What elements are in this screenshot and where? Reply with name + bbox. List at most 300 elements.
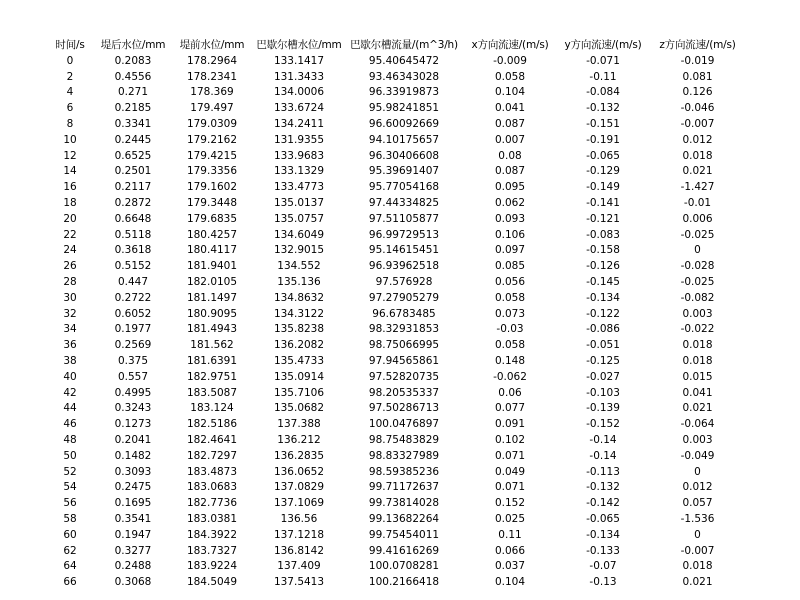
- cell-downstream-level: 0.2445: [114, 133, 152, 146]
- cell-z-velocity: 0.003: [682, 433, 713, 446]
- cell-z-velocity: -0.022: [680, 323, 715, 336]
- table-row: [45, 496, 746, 512]
- cell-y-velocity: -0.191: [586, 133, 620, 146]
- cell-parshall-flow: 98.32931853: [368, 323, 440, 336]
- cell-parshall-level: 136.212: [277, 433, 321, 446]
- cell-y-velocity: -0.086: [586, 323, 620, 336]
- cell-parshall-flow: 96.99729513: [368, 228, 440, 241]
- cell-upstream-level: 180.4117: [186, 244, 238, 257]
- cell-upstream-level: 182.9751: [186, 370, 238, 383]
- table-row: [45, 259, 746, 275]
- header-row: [45, 38, 746, 54]
- cell-upstream-level: 179.4215: [186, 149, 238, 162]
- cell-upstream-level: 179.3448: [186, 196, 238, 209]
- cell-time: 44: [63, 402, 77, 415]
- cell-y-velocity: -0.126: [586, 260, 620, 273]
- cell-parshall-level: 135.0137: [273, 196, 325, 209]
- cell-parshall-flow: 95.14615451: [368, 244, 440, 257]
- cell-parshall-level: 135.7106: [273, 386, 325, 399]
- table-row: [45, 322, 746, 338]
- cell-downstream-level: 0.3618: [114, 244, 152, 257]
- header-y-velocity: y方向流速/(m/s): [564, 39, 642, 51]
- cell-y-velocity: -0.132: [586, 481, 620, 494]
- cell-parshall-flow: 96.60092669: [368, 117, 440, 130]
- cell-upstream-level: 179.2162: [186, 133, 238, 146]
- cell-parshall-flow: 98.75483829: [368, 433, 440, 446]
- cell-parshall-flow: 93.46343028: [368, 70, 440, 83]
- cell-parshall-level: 133.9683: [273, 149, 325, 162]
- cell-x-velocity: 0.095: [494, 181, 526, 194]
- cell-upstream-level: 183.4873: [186, 465, 238, 478]
- table-row: [45, 433, 746, 449]
- table-row: [45, 101, 746, 117]
- cell-parshall-level: 137.409: [277, 560, 321, 573]
- cell-time: 22: [63, 228, 77, 241]
- cell-parshall-flow: 94.10175657: [368, 133, 440, 146]
- cell-z-velocity: 0.018: [682, 354, 713, 367]
- table-row: [45, 544, 746, 560]
- cell-downstream-level: 0.1482: [114, 449, 152, 462]
- cell-time: 8: [66, 117, 74, 130]
- cell-downstream-level: 0.271: [117, 86, 149, 99]
- cell-upstream-level: 178.369: [190, 86, 234, 99]
- cell-x-velocity: 0.06: [498, 386, 522, 399]
- cell-y-velocity: -0.152: [586, 418, 620, 431]
- cell-upstream-level: 178.2964: [186, 54, 238, 67]
- cell-parshall-level: 132.9015: [273, 244, 325, 257]
- cell-z-velocity: -0.01: [683, 196, 712, 209]
- cell-time: 66: [63, 576, 77, 589]
- cell-y-velocity: -0.103: [586, 386, 620, 399]
- cell-z-velocity: 0: [694, 528, 701, 541]
- cell-z-velocity: 0.021: [682, 576, 713, 589]
- cell-downstream-level: 0.4556: [114, 70, 152, 83]
- cell-z-velocity: -0.046: [680, 102, 715, 115]
- cell-downstream-level: 0.4995: [114, 386, 152, 399]
- cell-parshall-level: 136.2835: [273, 449, 325, 462]
- cell-upstream-level: 181.562: [190, 339, 234, 352]
- cell-x-velocity: 0.077: [494, 402, 526, 415]
- cell-parshall-flow: 99.75454011: [368, 528, 440, 541]
- cell-downstream-level: 0.375: [117, 354, 149, 367]
- cell-upstream-level: 179.1602: [186, 181, 238, 194]
- cell-time: 28: [63, 275, 77, 288]
- cell-upstream-level: 183.0683: [186, 481, 238, 494]
- table-row: [45, 575, 746, 591]
- cell-y-velocity: -0.083: [586, 228, 620, 241]
- cell-parshall-level: 134.8632: [273, 291, 325, 304]
- cell-x-velocity: 0.093: [494, 212, 526, 225]
- cell-upstream-level: 182.4641: [186, 433, 238, 446]
- cell-time: 26: [63, 260, 77, 273]
- cell-downstream-level: 0.2569: [114, 339, 152, 352]
- cell-y-velocity: -0.065: [586, 149, 620, 162]
- cell-parshall-level: 133.4773: [273, 181, 325, 194]
- cell-y-velocity: -0.151: [586, 117, 620, 130]
- cell-downstream-level: 0.447: [117, 275, 149, 288]
- table-row: [45, 307, 746, 323]
- header-parshall-flow: 巴歇尔槽流量/(m^3/h): [350, 39, 458, 51]
- cell-downstream-level: 0.2722: [114, 291, 152, 304]
- cell-x-velocity: 0.062: [494, 196, 526, 209]
- cell-parshall-flow: 97.576928: [375, 275, 433, 288]
- cell-parshall-level: 137.1218: [273, 528, 325, 541]
- table-row: [45, 480, 746, 496]
- cell-x-velocity: 0.091: [494, 418, 526, 431]
- cell-time: 12: [63, 149, 77, 162]
- cell-x-velocity: 0.148: [494, 354, 526, 367]
- cell-parshall-level: 135.136: [277, 275, 321, 288]
- cell-parshall-level: 131.3433: [273, 70, 325, 83]
- cell-parshall-level: 134.6049: [273, 228, 325, 241]
- table-row: [45, 465, 746, 481]
- header-z-velocity: z方向流速/(m/s): [659, 39, 736, 51]
- cell-parshall-flow: 97.52820735: [368, 370, 440, 383]
- table-row: [45, 228, 746, 244]
- cell-y-velocity: -0.125: [586, 354, 620, 367]
- cell-z-velocity: 0: [694, 465, 701, 478]
- cell-y-velocity: -0.129: [586, 165, 620, 178]
- cell-time: 30: [63, 291, 77, 304]
- cell-y-velocity: -0.134: [586, 291, 620, 304]
- cell-x-velocity: 0.104: [494, 576, 526, 589]
- cell-x-velocity: 0.102: [494, 433, 526, 446]
- cell-z-velocity: 0: [694, 244, 701, 257]
- cell-x-velocity: 0.087: [494, 165, 526, 178]
- cell-parshall-flow: 100.2166418: [368, 576, 440, 589]
- data-sheet: [45, 38, 746, 591]
- cell-z-velocity: 0.126: [682, 86, 713, 99]
- table-row: [45, 149, 746, 165]
- cell-downstream-level: 0.1977: [114, 323, 152, 336]
- cell-downstream-level: 0.3541: [114, 512, 152, 525]
- cell-x-velocity: 0.152: [494, 497, 526, 510]
- cell-y-velocity: -0.134: [586, 528, 620, 541]
- cell-parshall-level: 135.0682: [273, 402, 325, 415]
- table-row: [45, 370, 746, 386]
- cell-time: 20: [63, 212, 77, 225]
- header-downstream-level: 堤后水位/mm: [100, 39, 166, 51]
- cell-upstream-level: 182.7736: [186, 497, 238, 510]
- cell-x-velocity: 0.071: [494, 449, 526, 462]
- cell-z-velocity: -0.025: [680, 275, 715, 288]
- data-table: [45, 38, 746, 591]
- cell-parshall-level: 133.6724: [273, 102, 325, 115]
- cell-parshall-level: 137.388: [277, 418, 321, 431]
- table-row: [45, 164, 746, 180]
- cell-time: 64: [63, 560, 77, 573]
- cell-x-velocity: 0.066: [494, 544, 526, 557]
- cell-z-velocity: 0.021: [682, 402, 713, 415]
- cell-z-velocity: -0.049: [680, 449, 715, 462]
- cell-time: 50: [63, 449, 77, 462]
- cell-parshall-flow: 98.20535337: [368, 386, 440, 399]
- cell-time: 58: [63, 512, 77, 525]
- header-x-velocity: x方向流速/(m/s): [471, 39, 549, 51]
- cell-z-velocity: 0.018: [682, 560, 713, 573]
- cell-time: 6: [66, 102, 74, 115]
- cell-x-velocity: 0.11: [498, 528, 522, 541]
- cell-z-velocity: -0.025: [680, 228, 715, 241]
- cell-upstream-level: 179.0309: [186, 117, 238, 130]
- cell-y-velocity: -0.084: [586, 86, 620, 99]
- table-row: [45, 559, 746, 575]
- cell-z-velocity: 0.018: [682, 149, 713, 162]
- table-row: [45, 449, 746, 465]
- cell-parshall-flow: 96.30406608: [368, 149, 440, 162]
- cell-downstream-level: 0.6525: [114, 149, 152, 162]
- cell-x-velocity: 0.087: [494, 117, 526, 130]
- cell-y-velocity: -0.11: [589, 70, 617, 83]
- table-row: [45, 212, 746, 228]
- cell-downstream-level: 0.5118: [114, 228, 152, 241]
- cell-z-velocity: 0.012: [682, 481, 713, 494]
- cell-upstream-level: 179.3356: [186, 165, 238, 178]
- cell-upstream-level: 181.6391: [186, 354, 238, 367]
- cell-x-velocity: 0.007: [494, 133, 526, 146]
- cell-y-velocity: -0.132: [586, 102, 620, 115]
- cell-parshall-level: 133.1417: [273, 54, 325, 67]
- cell-time: 4: [66, 86, 74, 99]
- cell-parshall-level: 136.0652: [273, 465, 325, 478]
- cell-x-velocity: 0.041: [494, 102, 526, 115]
- cell-z-velocity: 0.021: [682, 165, 713, 178]
- cell-parshall-flow: 99.41616269: [368, 544, 440, 557]
- cell-x-velocity: 0.058: [494, 291, 526, 304]
- cell-upstream-level: 184.3922: [186, 528, 238, 541]
- cell-parshall-flow: 95.39691407: [368, 165, 440, 178]
- cell-upstream-level: 182.5186: [186, 418, 238, 431]
- cell-time: 48: [63, 433, 77, 446]
- cell-parshall-flow: 98.83327989: [368, 449, 440, 462]
- cell-time: 52: [63, 465, 77, 478]
- cell-downstream-level: 0.3341: [114, 117, 152, 130]
- cell-x-velocity: 0.037: [494, 560, 526, 573]
- cell-upstream-level: 178.2341: [186, 70, 238, 83]
- cell-upstream-level: 183.9224: [186, 560, 238, 573]
- cell-y-velocity: -0.14: [589, 449, 617, 462]
- header-time: 时间/s: [55, 39, 85, 51]
- cell-downstream-level: 0.1947: [114, 528, 152, 541]
- cell-z-velocity: 0.018: [682, 339, 713, 352]
- cell-upstream-level: 179.497: [190, 102, 234, 115]
- cell-parshall-flow: 95.98241851: [368, 102, 440, 115]
- cell-parshall-level: 134.0006: [273, 86, 325, 99]
- cell-z-velocity: 0.015: [682, 370, 713, 383]
- cell-upstream-level: 183.124: [190, 402, 234, 415]
- cell-downstream-level: 0.3277: [114, 544, 152, 557]
- cell-y-velocity: -0.065: [586, 512, 620, 525]
- cell-downstream-level: 0.2117: [114, 181, 152, 194]
- cell-z-velocity: -0.019: [680, 54, 715, 67]
- cell-upstream-level: 182.0105: [186, 275, 238, 288]
- cell-parshall-level: 134.3122: [273, 307, 325, 320]
- cell-parshall-flow: 95.40645472: [368, 54, 440, 67]
- cell-z-velocity: -0.007: [680, 117, 715, 130]
- table-row: [45, 196, 746, 212]
- cell-time: 10: [63, 133, 77, 146]
- cell-time: 34: [63, 323, 77, 336]
- cell-y-velocity: -0.07: [589, 560, 617, 573]
- cell-y-velocity: -0.139: [586, 402, 620, 415]
- cell-time: 16: [63, 181, 77, 194]
- cell-x-velocity: 0.08: [498, 149, 522, 162]
- table-row: [45, 275, 746, 291]
- cell-parshall-level: 135.0757: [273, 212, 325, 225]
- cell-y-velocity: -0.145: [586, 275, 620, 288]
- cell-x-velocity: 0.104: [494, 86, 526, 99]
- cell-parshall-flow: 99.73814028: [368, 497, 440, 510]
- cell-time: 46: [63, 418, 77, 431]
- cell-x-velocity: 0.049: [494, 465, 526, 478]
- cell-y-velocity: -0.122: [586, 307, 620, 320]
- cell-y-velocity: -0.141: [586, 196, 620, 209]
- cell-z-velocity: 0.057: [682, 497, 713, 510]
- cell-downstream-level: 0.1273: [114, 418, 152, 431]
- table-row: [45, 386, 746, 402]
- cell-parshall-flow: 98.59385236: [368, 465, 440, 478]
- cell-y-velocity: -0.113: [586, 465, 620, 478]
- cell-time: 2: [66, 70, 74, 83]
- cell-z-velocity: 0.006: [682, 212, 713, 225]
- cell-downstream-level: 0.2872: [114, 196, 152, 209]
- cell-upstream-level: 184.5049: [186, 576, 238, 589]
- cell-z-velocity: 0.081: [682, 70, 713, 83]
- cell-parshall-flow: 97.50286713: [368, 402, 440, 415]
- cell-x-velocity: 0.106: [494, 228, 526, 241]
- cell-time: 62: [63, 544, 77, 557]
- table-row: [45, 85, 746, 101]
- cell-time: 60: [63, 528, 77, 541]
- cell-downstream-level: 0.3068: [114, 576, 152, 589]
- cell-parshall-flow: 97.27905279: [368, 291, 440, 304]
- cell-time: 42: [63, 386, 77, 399]
- cell-y-velocity: -0.14: [589, 433, 617, 446]
- cell-y-velocity: -0.071: [586, 54, 620, 67]
- cell-upstream-level: 181.1497: [186, 291, 238, 304]
- cell-parshall-flow: 96.33919873: [368, 86, 440, 99]
- cell-downstream-level: 0.557: [117, 370, 149, 383]
- cell-parshall-level: 136.56: [280, 512, 318, 525]
- cell-parshall-level: 137.1069: [273, 497, 325, 510]
- cell-parshall-level: 135.4733: [273, 354, 325, 367]
- cell-y-velocity: -0.027: [586, 370, 620, 383]
- cell-time: 14: [63, 165, 77, 178]
- cell-parshall-level: 134.2411: [273, 117, 325, 130]
- cell-downstream-level: 0.3093: [114, 465, 152, 478]
- table-row: [45, 354, 746, 370]
- cell-downstream-level: 0.3243: [114, 402, 152, 415]
- cell-z-velocity: -1.427: [680, 181, 715, 194]
- cell-parshall-level: 137.5413: [273, 576, 325, 589]
- header-parshall-level: 巴歇尔槽水位/mm: [256, 39, 342, 51]
- cell-parshall-flow: 100.0476897: [368, 418, 440, 431]
- cell-parshall-flow: 96.93962518: [368, 260, 440, 273]
- cell-parshall-level: 137.0829: [273, 481, 325, 494]
- table-body: [45, 54, 746, 591]
- cell-parshall-flow: 96.6783485: [372, 307, 436, 320]
- cell-upstream-level: 183.7327: [186, 544, 238, 557]
- cell-time: 32: [63, 307, 77, 320]
- cell-downstream-level: 0.2185: [114, 102, 152, 115]
- cell-y-velocity: -0.121: [586, 212, 620, 225]
- cell-downstream-level: 0.2041: [114, 433, 152, 446]
- cell-upstream-level: 180.4257: [186, 228, 238, 241]
- cell-y-velocity: -0.158: [586, 244, 620, 257]
- cell-z-velocity: -0.082: [680, 291, 715, 304]
- cell-upstream-level: 179.6835: [186, 212, 238, 225]
- table-row: [45, 54, 746, 70]
- cell-downstream-level: 0.2501: [114, 165, 152, 178]
- header-upstream-level: 堤前水位/mm: [179, 39, 245, 51]
- cell-x-velocity: -0.009: [493, 54, 527, 67]
- cell-y-velocity: -0.142: [586, 497, 620, 510]
- cell-parshall-level: 134.552: [277, 260, 321, 273]
- table-row: [45, 338, 746, 354]
- table-row: [45, 528, 746, 544]
- cell-z-velocity: 0.012: [682, 133, 713, 146]
- cell-z-velocity: 0.003: [682, 307, 713, 320]
- cell-time: 0: [66, 54, 74, 67]
- cell-parshall-flow: 95.77054168: [368, 181, 440, 194]
- cell-parshall-level: 135.0914: [273, 370, 325, 383]
- cell-parshall-flow: 98.75066995: [368, 339, 440, 352]
- cell-parshall-flow: 97.44334825: [368, 196, 440, 209]
- cell-x-velocity: 0.025: [494, 512, 526, 525]
- cell-downstream-level: 0.2488: [114, 560, 152, 573]
- cell-parshall-flow: 99.13682264: [368, 512, 440, 525]
- cell-z-velocity: -0.064: [680, 418, 715, 431]
- cell-time: 38: [63, 354, 77, 367]
- cell-parshall-level: 135.8238: [273, 323, 325, 336]
- cell-z-velocity: -1.536: [680, 512, 715, 525]
- table-row: [45, 243, 746, 259]
- table-row: [45, 70, 746, 86]
- cell-x-velocity: 0.085: [494, 260, 526, 273]
- cell-upstream-level: 180.9095: [186, 307, 238, 320]
- cell-parshall-level: 133.1329: [273, 165, 325, 178]
- cell-parshall-level: 131.9355: [273, 133, 325, 146]
- cell-upstream-level: 181.9401: [186, 260, 238, 273]
- cell-z-velocity: 0.041: [682, 386, 713, 399]
- cell-parshall-flow: 100.0708281: [368, 560, 440, 573]
- cell-upstream-level: 183.0381: [186, 512, 238, 525]
- table-row: [45, 291, 746, 307]
- cell-x-velocity: 0.058: [494, 339, 526, 352]
- cell-time: 40: [63, 370, 77, 383]
- cell-downstream-level: 0.2475: [114, 481, 152, 494]
- cell-x-velocity: -0.062: [493, 370, 527, 383]
- cell-downstream-level: 0.6052: [114, 307, 152, 320]
- cell-x-velocity: 0.097: [494, 244, 526, 257]
- table-row: [45, 512, 746, 528]
- cell-downstream-level: 0.2083: [114, 54, 152, 67]
- cell-x-velocity: 0.058: [494, 70, 526, 83]
- cell-x-velocity: 0.073: [494, 307, 526, 320]
- cell-downstream-level: 0.6648: [114, 212, 152, 225]
- table-row: [45, 417, 746, 433]
- cell-y-velocity: -0.13: [589, 576, 617, 589]
- cell-parshall-flow: 97.51105877: [368, 212, 440, 225]
- cell-downstream-level: 0.1695: [114, 497, 152, 510]
- cell-parshall-level: 136.2082: [273, 339, 325, 352]
- cell-y-velocity: -0.133: [586, 544, 620, 557]
- cell-x-velocity: -0.03: [496, 323, 524, 336]
- cell-parshall-level: 136.8142: [273, 544, 325, 557]
- table-row: [45, 401, 746, 417]
- cell-time: 24: [63, 244, 77, 257]
- cell-time: 36: [63, 339, 77, 352]
